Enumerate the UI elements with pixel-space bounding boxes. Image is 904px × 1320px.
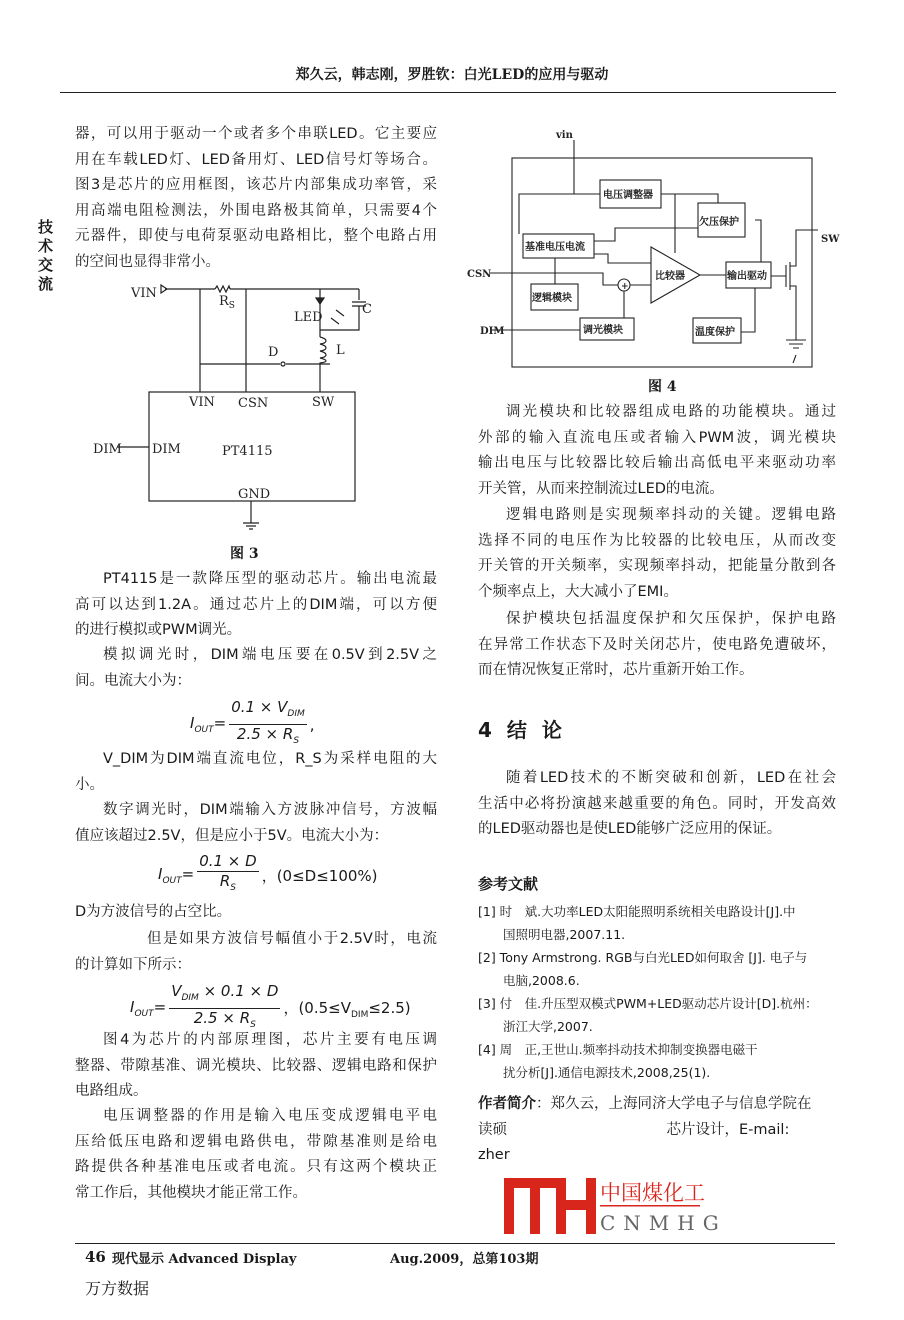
text-line: 常工作后，其他模块才能正常工作。 [75, 1184, 307, 1201]
formula-low-amplitude-pwm: $I_{OUT}=$ $\frac{V_{DIM} \times 0.1 \times D}{2.5 \times R_S}$ ，$(0.5\le V_{DIM}\le 2.5)$ [130, 982, 411, 1030]
figure-4-caption: 图 4 [648, 379, 677, 395]
text-line: 外部的输入直流电压或者输入PWM波，调光模块 [478, 429, 836, 446]
text-line: 路提供各种基准电压或者电流。只有这两个模块正 [75, 1159, 437, 1176]
issue-info: Aug.2009，总第103期 [390, 1252, 539, 1267]
reference-item: 电脑,2008.6. [478, 973, 580, 988]
formula-analog-dimming: $I_{OUT}=$ $\frac{0.1 \times V_{DIM}}{2.5 \times R_S}$ , [190, 698, 315, 746]
paragraph [75, 798, 437, 849]
paragraph [478, 607, 836, 684]
fig3-led-label: LED [294, 310, 323, 325]
author-bio-label: 作者简介 [478, 1096, 536, 1112]
text-line: 高可以达到1.2A。通过芯片上的DIM端，可以方便 [75, 596, 437, 613]
references-list [478, 900, 838, 1084]
fig4-dimming-label: 调光模块 [583, 325, 623, 336]
reference-item: 浙江大学,2007. [478, 1019, 593, 1034]
fig3-rs-label: $R_S$ [219, 294, 235, 311]
watermark-logo-text: 中国煤化工 [600, 1181, 705, 1205]
figure-3-circuit [90, 278, 410, 568]
reference-item: 国照明电器,2007.11. [478, 927, 626, 942]
fig3-pin-vin: VIN [189, 395, 215, 410]
text-line: V_DIM为DIM端直流电位，R_S为采样电阻的大 [103, 751, 437, 767]
text-line: 的空间也显得非常小。 [75, 253, 220, 270]
text-line: 选择不同的电压作为比较器的比较电压，从而改变 [478, 532, 836, 549]
fig3-pin-csn: CSN [238, 396, 269, 411]
text-line: 的计算如下所示： [75, 956, 191, 973]
paragraph [478, 503, 836, 605]
references-heading: 参考文献 [478, 875, 539, 893]
text-line: 生活中必将扮演越来越重要的角色。同时，开发高效 [478, 795, 836, 812]
fig3-pin-gnd: GND [238, 487, 271, 502]
reference-item: [1] 时 斌.大功率LED太阳能照明系统相关电路设计[J].中 [478, 904, 796, 919]
section-heading: 4 结 论 [478, 718, 566, 742]
journal-name: 现代显示 Advanced Display [112, 1252, 297, 1267]
fig4-reference-label: 基准电压电流 [525, 242, 585, 253]
paragraph [75, 1104, 437, 1206]
author-bio-line: zher [478, 1147, 510, 1164]
text-line: 图3是芯片的应用框图，该芯片内部集成功率管，采 [75, 177, 437, 194]
paragraph [75, 1028, 437, 1105]
text-line: 但是如果方波信号幅值小于2.5V时，电流 [147, 931, 437, 947]
text-line: 元器件，即使与电荷泵驱动电路相比，整个电路占用 [75, 228, 437, 245]
fig4-summing-node: + [621, 282, 629, 292]
text-line: 调光模块和比较器组成电路的功能模块。通过 [506, 404, 836, 420]
text-line: D为方波信号的占空比。 [75, 904, 232, 920]
text-line: 压给低压电路和逻辑电路供电，带隙基准则是给电 [75, 1133, 437, 1150]
text-line: 数字调光时，DIM端输入方波脉冲信号，方波幅 [103, 802, 437, 818]
paragraph [75, 643, 437, 694]
watermark-logo [500, 1174, 727, 1236]
text-line: 保护模块包括温度保护和欠压保护，保护电路 [506, 611, 836, 627]
source-mark: 万方数据 [85, 1279, 150, 1298]
reference-item: [4] 周 正,王世山.频率抖动技术抑制变换器电磁干 [478, 1042, 758, 1057]
fig4-dim-label: DIM [480, 326, 505, 337]
paragraph [478, 400, 836, 502]
fig3-pin-dim: DIM [152, 442, 181, 457]
reference-item: [3] 付 佳.升压型双模式PWM+LED驱动芯片设计[D].杭州： [478, 996, 818, 1011]
fig4-regulator-label: 电压调整器 [603, 190, 653, 201]
text-line: 值应该超过2.5V，但是应小于5V。电流大小为： [75, 827, 389, 844]
text-line: PT4115是一款降压型的驱动芯片。输出电流最 [103, 571, 437, 587]
paragraph [75, 900, 437, 926]
text-line: 用高端电阻检测法，外围电路极其简单，只需要4个 [75, 202, 437, 219]
footer-rule [75, 1243, 835, 1244]
author-bio [478, 1092, 836, 1169]
formula-digital-dimming: $I_{OUT}=$ $\frac{0.1 \times D}{R_S}$ ，(0≤D≤100%) [158, 852, 378, 893]
fig3-pin-sw: SW [312, 395, 335, 410]
fig4-vin-label: vin [556, 130, 573, 141]
fig4-sw-label: SW [821, 234, 840, 245]
fig4-thermal-label: 温度保护 [695, 327, 735, 338]
text-line: 图4为芯片的内部原理图，芯片主要有电压调 [103, 1032, 437, 1048]
text-line: 模拟调光时，DIM端电压要在0.5V到2.5V之 [103, 647, 437, 663]
text-line: 输出电压与比较器比较后输出高低电平来驱动功率 [478, 455, 836, 472]
running-header: 郑久云，韩志刚，罗胜钦：白光LED的应用与驱动 [295, 67, 609, 83]
paragraph [75, 567, 437, 644]
figure-4-block-diagram [460, 125, 860, 375]
text-line: 整器、带隙基准、调光模块、比较器、逻辑电路和保护 [75, 1057, 437, 1074]
figure-3-caption: 图 3 [230, 546, 259, 562]
paragraph [75, 747, 437, 798]
paragraph [75, 927, 437, 978]
text-line: 随着LED技术的不断突破和创新，LED在社会 [506, 770, 836, 786]
text-line: 而在情况恢复正常时，芯片重新开始工作。 [478, 662, 754, 679]
text-line: 器，可以用于驱动一个或者多个串联LED。它主要应 [75, 126, 437, 142]
text-line: 个频率点上，大大减小了EMI。 [478, 583, 678, 600]
paragraph [75, 122, 437, 276]
text-line: 的LED驱动器也是使LED能够广泛应用的保证。 [478, 821, 782, 838]
text-line: 用在车载LED灯、LED备用灯、LED信号灯等场合。 [75, 151, 437, 168]
reference-item: [2] Tony Armstrong. RGB与白光LED如何取舍 [J]. 电子与 [478, 950, 808, 965]
fig4-csn-label: CSN [467, 269, 492, 280]
text-line: 在异常工作状态下及时关闭芯片，使电路免遭破坏， [478, 636, 836, 653]
fig3-chip-label: PT4115 [222, 444, 273, 459]
fig3-vin-input-label: VIN [131, 286, 157, 301]
text-line: 逻辑电路则是实现频率抖动的关键。逻辑电路 [506, 507, 836, 523]
text-line: 小。 [75, 776, 104, 793]
reference-item: 扰分析[J].通信电源技术,2008,25(1). [478, 1065, 711, 1080]
fig3-d-label: D [268, 345, 279, 360]
author-bio-line: ：郑久云，上海同济大学电子与信息学院在 [536, 1096, 812, 1112]
text-line: 电压调整器的作用是输入电压变成逻辑电平电 [103, 1108, 437, 1124]
text-line: 开关管的开关频率，实现频率抖动，把能量分散到各 [478, 558, 836, 575]
text-line: 电路组成。 [75, 1083, 148, 1100]
section-side-label: 技术交流 [38, 218, 54, 293]
page-number: 46 [85, 1248, 106, 1266]
text-line: 开关管，从而来控制流过LED的电流。 [478, 480, 724, 497]
text-line: 间。电流大小为： [75, 672, 191, 689]
watermark-logo-latin: CNMHG [600, 1211, 727, 1235]
paragraph [478, 766, 836, 843]
text-line: 的进行模拟或PWM调光。 [75, 622, 242, 639]
author-bio-line: 读硕 芯片设计，E-mail: [478, 1121, 790, 1138]
fig3-l-label: L [336, 343, 345, 358]
fig4-driver-label: 输出驱动 [727, 271, 767, 282]
header-rule [60, 92, 836, 93]
fig4-logic-label: 逻辑模块 [532, 293, 572, 304]
fig4-uvlo-label: 欠压保护 [699, 217, 739, 228]
fig4-comparator-label: 比较器 [655, 271, 685, 282]
fig3-c-label: C [362, 302, 372, 317]
fig3-dim-input-label: DIM [93, 442, 122, 457]
